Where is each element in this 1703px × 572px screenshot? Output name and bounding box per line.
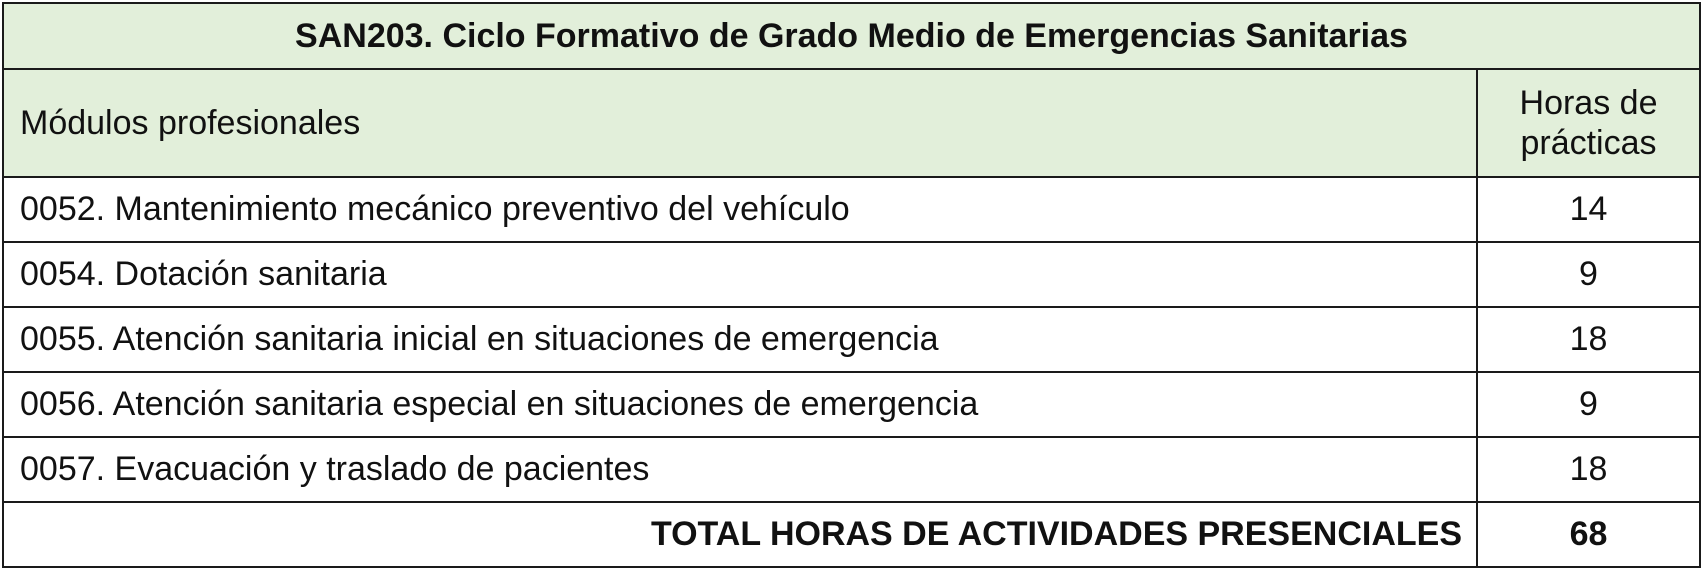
module-name: 0052. Mantenimiento mecánico preventivo del vehículo — [3, 177, 1477, 242]
module-name: 0055. Atención sanitaria inicial en situaciones de emergencia — [3, 307, 1477, 372]
table-row — [3, 242, 1700, 307]
table-row — [3, 372, 1700, 437]
module-hours: 9 — [1477, 372, 1700, 437]
module-hours: 9 — [1477, 242, 1700, 307]
module-name: 0057. Evacuación y traslado de pacientes — [3, 437, 1477, 502]
table-header-row — [3, 69, 1700, 177]
module-hours: 18 — [1477, 437, 1700, 502]
hours-header-line-1: Horas de — [1519, 84, 1658, 122]
module-hours: 18 — [1477, 307, 1700, 372]
practice-hours-table — [2, 2, 1701, 568]
module-name: 0054. Dotación sanitaria — [3, 242, 1477, 307]
modules-column-header: Módulos profesionales — [3, 69, 1477, 177]
hours-header-line-2: prácticas — [1520, 124, 1657, 162]
table-title: SAN203. Ciclo Formativo de Grado Medio de Emergencias Sanitarias — [3, 3, 1700, 69]
total-label: TOTAL HORAS DE ACTIVIDADES PRESENCIALES — [3, 502, 1477, 567]
module-hours: 14 — [1477, 177, 1700, 242]
table-row — [3, 437, 1700, 502]
table-row — [3, 177, 1700, 242]
hours-column-header — [1477, 69, 1700, 177]
table-row — [3, 307, 1700, 372]
module-name: 0056. Atención sanitaria especial en situaciones de emergencia — [3, 372, 1477, 437]
table-title-row — [3, 3, 1700, 69]
total-row — [3, 502, 1700, 567]
total-value: 68 — [1477, 502, 1700, 567]
